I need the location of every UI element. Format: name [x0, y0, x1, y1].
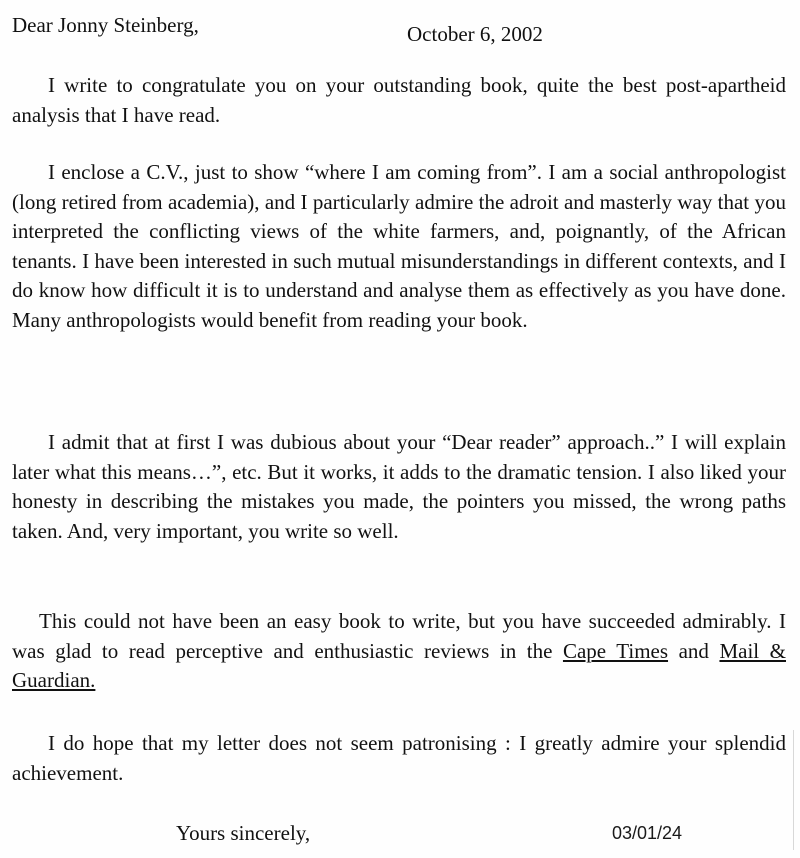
newspaper-name-mail-guardian: Mail & Guardian.	[12, 638, 786, 692]
paragraph-4	[12, 607, 786, 696]
letter-date: October 6, 2002	[407, 22, 543, 46]
paragraph-3: I admit that at first I was dubious about your “Dear reader” approach..” I will explain later what this means…”, etc. But it works, it adds to the dramatic tension. I also liked your honesty in describing the mistakes you made, the pointers you missed, the wrong paths taken. And, very important, you write so well.	[12, 430, 786, 543]
salutation: Dear Jonny Steinberg,	[12, 13, 199, 37]
scan-edge-line	[793, 730, 794, 850]
paragraph-4-text-start: This could not have been an easy book to write, but you have succeeded admirably. I was glad to read perceptive and enthusiastic reviews in the	[12, 609, 786, 663]
newspaper-name-cape-times: Cape Times	[562, 638, 669, 663]
paragraph-1: I write to congratulate you on your outstanding book, quite the best post-apartheid analysis that I have read.	[12, 73, 786, 127]
closing: Yours sincerely,	[176, 821, 311, 845]
paragraph-5: I do hope that my letter does not seem patronising : I greatly admire your splendid achievement.	[12, 731, 786, 785]
paragraph-2: I enclose a C.V., just to show “where I am coming from”. I am a social anthropologist (long retired from academia), and I particularly admire the adroit and masterly way that you interpreted the conflicting views of the white farmers, and, poignantly, of the African tenants. I have been interested in such mutual misunderstandings in different contexts, and I do know how difficult it is to understand and analyse them as effectively as you have done. Many anthropologists would benefit from reading your book.	[12, 160, 786, 332]
date-stamp: 03/01/24	[612, 823, 683, 843]
paragraph-4-text-middle: and	[668, 638, 720, 663]
